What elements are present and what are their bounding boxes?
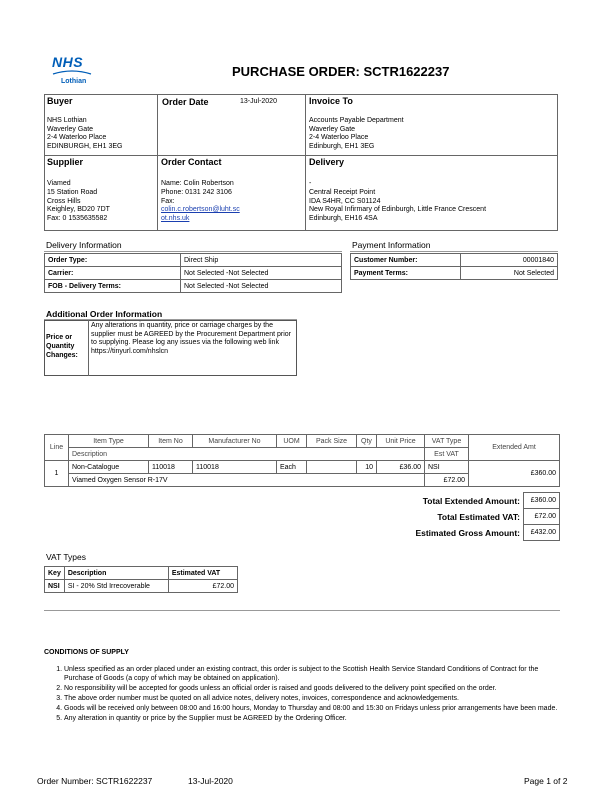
additional-info-label — [46, 333, 78, 360]
col-header-description: Description — [64, 567, 168, 580]
address-line: Edinburgh, EH1 3EG — [309, 142, 375, 150]
invoice-to-address — [309, 117, 404, 151]
label-cell: FOB - Delivery Terms: — [45, 280, 181, 293]
nhs-logo-text: NHS — [52, 54, 84, 70]
address-line: Viamed — [47, 180, 71, 187]
col-header-est-vat: Est VAT — [425, 448, 469, 461]
divider — [44, 251, 342, 252]
cell-extended-amt: £360.00 — [469, 461, 560, 487]
label-line: Quantity — [46, 343, 75, 350]
address-line: Fax: 0 1535635582 — [47, 215, 108, 223]
total-row — [370, 525, 560, 541]
table-row — [45, 580, 238, 593]
order-date-value: 13-Jul-2020 — [240, 98, 277, 105]
col-header-uom: UOM — [277, 435, 307, 448]
order-contact-details — [161, 180, 240, 224]
condition-item: 3. The above order number must be quoted on all advice notes, delivery notes, invoices, correspondence and acknowledgements. — [64, 694, 564, 703]
total-row — [370, 493, 560, 509]
cell-unit-price: £36.00 — [377, 461, 425, 474]
address-line: 2-4 Waterloo Place — [309, 134, 369, 141]
col-header-vat-type: VAT Type — [425, 435, 469, 448]
col-header-key: Key — [45, 567, 65, 580]
conditions-list — [44, 665, 564, 724]
delivery-address — [309, 180, 486, 224]
total-value: £432.00 — [524, 525, 560, 541]
table-row — [45, 280, 342, 293]
address-line: Edinburgh, EH16 4SA — [309, 215, 378, 223]
cell-manufacturer-no: 110018 — [193, 461, 277, 474]
contact-name: Name: Colin Robertson — [161, 180, 234, 187]
delivery-info-heading: Delivery Information — [46, 240, 122, 250]
buyer-address — [47, 117, 122, 151]
conditions-heading: CONDITIONS OF SUPPLY — [44, 649, 129, 656]
contact-fax: Fax: — [161, 197, 175, 205]
divider — [44, 610, 560, 611]
col-header-unit-price: Unit Price — [377, 435, 425, 448]
value-cell: 00001840 — [461, 254, 558, 267]
cell-item-no: 110018 — [149, 461, 193, 474]
col-header-pack-size: Pack Size — [307, 435, 357, 448]
table-header-row — [45, 567, 238, 580]
label-line: Changes: — [46, 352, 78, 359]
label-cell: Payment Terms: — [351, 267, 461, 280]
value-cell: Not Selected — [461, 267, 558, 280]
address-line: Central Receipt Point — [309, 188, 376, 196]
cell-est-vat: £72.00 — [425, 474, 469, 487]
total-row — [370, 509, 560, 525]
value-cell: Not Selected -Not Selected — [181, 267, 342, 280]
cell-pack-size — [307, 461, 357, 474]
condition-item: 5. Any alteration in quantity or price by the Supplier must be AGREED by the Ordering Officer. — [64, 714, 564, 723]
value-cell: Not Selected -Not Selected — [181, 280, 342, 293]
col-header-extended-amt: Extended Amt — [469, 435, 560, 461]
cell-key: NSI — [45, 580, 65, 593]
address-line: Keighley, BD20 7DT — [47, 206, 110, 214]
col-header-item-no: Item No — [149, 435, 193, 448]
label-cell: Order Type: — [45, 254, 181, 267]
payment-info-heading: Payment Information — [352, 240, 431, 250]
additional-info-heading: Additional Order Information — [46, 309, 163, 319]
address-line: 2-4 Waterloo Place — [47, 134, 107, 141]
vat-types-heading: VAT Types — [46, 552, 87, 562]
footer-order-number: Order Number: SCTR1622237 — [37, 776, 153, 786]
label-cell: Carrier: — [45, 267, 181, 280]
order-lines-table — [44, 434, 560, 487]
cell-description: Viamed Oxygen Sensor R-17V — [69, 474, 425, 487]
col-header-description: Description — [69, 448, 425, 461]
cell-estimated-vat: £72.00 — [168, 580, 237, 593]
table-row — [351, 254, 558, 267]
table-row — [45, 254, 342, 267]
footer-page-number: Page 1 of 2 — [524, 776, 568, 786]
total-label: Total Extended Amount: — [422, 495, 520, 506]
cell-description: SI - 20% Std Irrecoverable — [64, 580, 168, 593]
delivery-label: Delivery — [309, 157, 345, 167]
col-header-manufacturer-no: Manufacturer No — [193, 435, 277, 448]
logo-swoosh-icon — [52, 70, 92, 76]
address-line: IDA S4HR, CC S01124 — [309, 197, 381, 205]
cell-qty: 10 — [357, 461, 377, 474]
nhs-lothian-logo — [52, 54, 96, 90]
logo-subtitle: Lothian — [61, 78, 87, 85]
totals-table — [370, 492, 560, 541]
contact-phone: Phone: 0131 242 3106 — [161, 188, 232, 196]
payment-info-table — [350, 253, 558, 280]
total-label: Total Estimated VAT: — [437, 511, 520, 522]
address-line: - — [309, 180, 312, 187]
label-cell: Customer Number: — [351, 254, 461, 267]
address-line: Waverley Gate — [309, 125, 356, 133]
condition-item: 2. No responsibility will be accepted for goods unless an official order is raised and goods delivered to the delivery point specified on the order. — [64, 684, 564, 693]
label-line: Price or — [46, 334, 73, 341]
table-row — [351, 267, 558, 280]
additional-info-divider — [88, 320, 89, 376]
contact-email-link-cont[interactable]: ot.nhs.uk — [161, 215, 190, 223]
vat-types-table — [44, 566, 238, 593]
buyer-label: Buyer — [47, 96, 73, 106]
delivery-info-table — [44, 253, 342, 293]
cell-item-type: Non-Catalogue — [69, 461, 149, 474]
divider — [350, 251, 558, 252]
address-line: Cross Hills — [47, 197, 81, 205]
address-line: Accounts Payable Department — [309, 117, 404, 124]
col-header-item-type: Item Type — [69, 435, 149, 448]
cell-uom: Each — [277, 461, 307, 474]
page-title: PURCHASE ORDER: SCTR1622237 — [232, 64, 450, 79]
supplier-label: Supplier — [47, 157, 84, 167]
address-line: New Royal Infirmary of Edinburgh, Little France Crescent — [309, 206, 487, 214]
table-row — [45, 461, 560, 474]
col-header-line: Line — [45, 435, 69, 461]
address-line: EDINBURGH, EH1 3EG — [47, 142, 123, 150]
condition-item: 1. Unless specified as an order placed under an existing contract, this order is subject to the Scottish Health Service Standard Conditions of Contract for the Purchase of Goods (a copy of which may be obtained on application). — [64, 665, 564, 683]
additional-info-text: Any alterations in quantity, price or carriage charges by the supplier must be AGREED by the Procurement Department prior to supplying. Please log any issues via the following web link https://tinyurl.com/nhslcn — [91, 322, 291, 355]
total-value: £360.00 — [524, 493, 560, 509]
table-row — [45, 267, 342, 280]
address-line: Waverley Gate — [47, 125, 94, 133]
total-value: £72.00 — [524, 509, 560, 525]
invoice-to-label: Invoice To — [309, 96, 353, 106]
footer-date: 13-Jul-2020 — [188, 776, 233, 786]
table-header-row — [45, 435, 560, 448]
contact-email-link[interactable]: colin.c.robertson@luht.sc — [161, 206, 240, 214]
col-header-qty: Qty — [357, 435, 377, 448]
supplier-address — [47, 180, 110, 224]
order-contact-label: Order Contact — [161, 157, 222, 167]
condition-item: 4. Goods will be received only between 08:00 and 16:00 hours, Monday to Thursday and 08:00 and 15:30 on Fridays unless prior arrangements have been made. — [64, 704, 564, 713]
address-line: 15 Station Road — [47, 188, 98, 196]
col-header-estimated-vat: Estimated VAT — [168, 567, 237, 580]
total-label: Estimated Gross Amount: — [415, 527, 520, 538]
cell-line: 1 — [45, 461, 69, 487]
cell-vat-type: NSI — [425, 461, 469, 474]
address-line: NHS Lothian — [47, 117, 87, 124]
order-date-label: Order Date — [162, 97, 209, 107]
value-cell: Direct Ship — [181, 254, 342, 267]
